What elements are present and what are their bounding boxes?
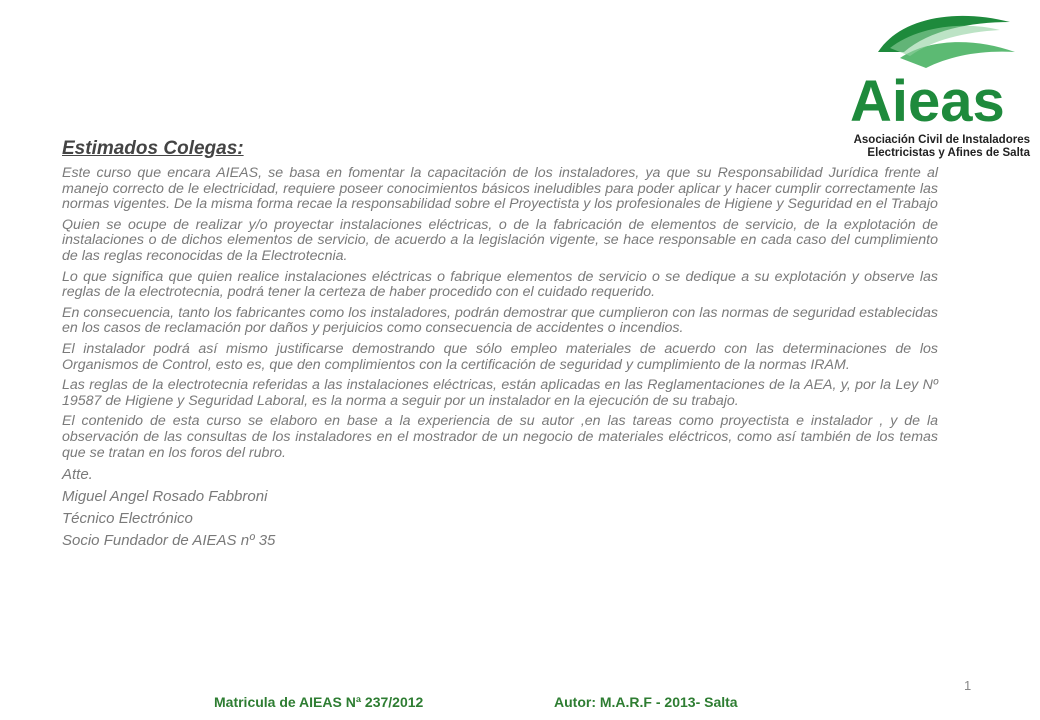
letter-body	[62, 138, 938, 554]
logo-subtitle-line1: Asociación Civil de Instaladores	[853, 134, 1030, 146]
paragraph-1: Este curso que encara AIEAS, se basa en fomentar la capacitación de los instaladores, ya que su Responsabilidad Jurídica frente al manejo correcto de le electricidad, requiere poseer conocimientos básicos ineludibles para poder aplicar y hacer cumplir correctamente las normas vigentes. De la misma forma recae la responsabilidad sobre el Proyectista y los profesionales de Higiene y Seguridad en el Trabajo	[62, 165, 938, 213]
logo-subtitle-line2: Electricistas y Afines de Salta	[867, 147, 1030, 159]
footer-author: Autor: M.A.R.F - 2013- Salta	[554, 694, 738, 710]
paragraph-5: El instalador podrá así mismo justificarse demostrando que sólo empleo materiales de acuerdo con las determinaciones de los Organismos de Control, esto es, que den complimientos con la certificación de seguridad y cumplimiento de la normas IRAM.	[62, 340, 938, 373]
paragraph-3: Lo que significa que quien realice instalaciones eléctricas o fabrique elementos de servicio o se dedique a su explotación y observe las reglas de la electrotecnia, podrá tener la certeza de haber procedido con el cuidado requerido.	[62, 268, 938, 301]
paragraph-6: Las reglas de la electrotecnia referidas a las instalaciones eléctricas, están aplicadas en las Reglamentaciones de la AEA, y, por la Ley Nº 19587 de Higiene y Seguridad Laboral, es la norma a seguir por un instalador en la ejecución de su trabajo.	[62, 377, 938, 409]
signature-role: Socio Fundador de AIEAS nº 35	[62, 532, 276, 550]
leaf-swoosh-icon	[870, 8, 1020, 78]
paragraph-4: En consecuencia, tanto los fabricantes como los instaladores, podrán demostrar que cumplieron con las normas de seguridad establecidas en los casos de reclamación por daños y perjuicios como consecuencia de accidentes o incendios.	[62, 304, 938, 337]
paragraph-2: Quien se ocupe de realizar y/o proyectar instalaciones eléctricas, o de la fabricación de elementos de servicio, de la explotación de instalaciones o de dichos elementos de servicio, de acuerdo a la legislación vigente, se hace responsable en cada caso del cumplimiento de las reglas reconocidas de la Electrotecnia.	[62, 216, 938, 264]
footer-registration: Matricula de AIEAS Nª 237/2012	[214, 694, 424, 710]
signature-title: Técnico Electrónico	[62, 510, 193, 528]
page-number: 1	[964, 678, 972, 693]
signature-name: Miguel Angel Rosado Fabbroni	[62, 488, 268, 506]
greeting-heading: Estimados Colegas:	[62, 138, 244, 159]
paragraph-7: El contenido de esta curso se elaboro en base a la experiencia de su autor ,en las tareas como proyectista e instalador , y de la observación de las consultas de los instaladores en el mostrador de un negocio de materiales eléctricos, como así también de los temas que se tratan en los foros del rubro.	[62, 413, 938, 461]
logo-wordmark: Aieas	[850, 69, 1005, 134]
signature-closing: Atte.	[62, 466, 93, 484]
